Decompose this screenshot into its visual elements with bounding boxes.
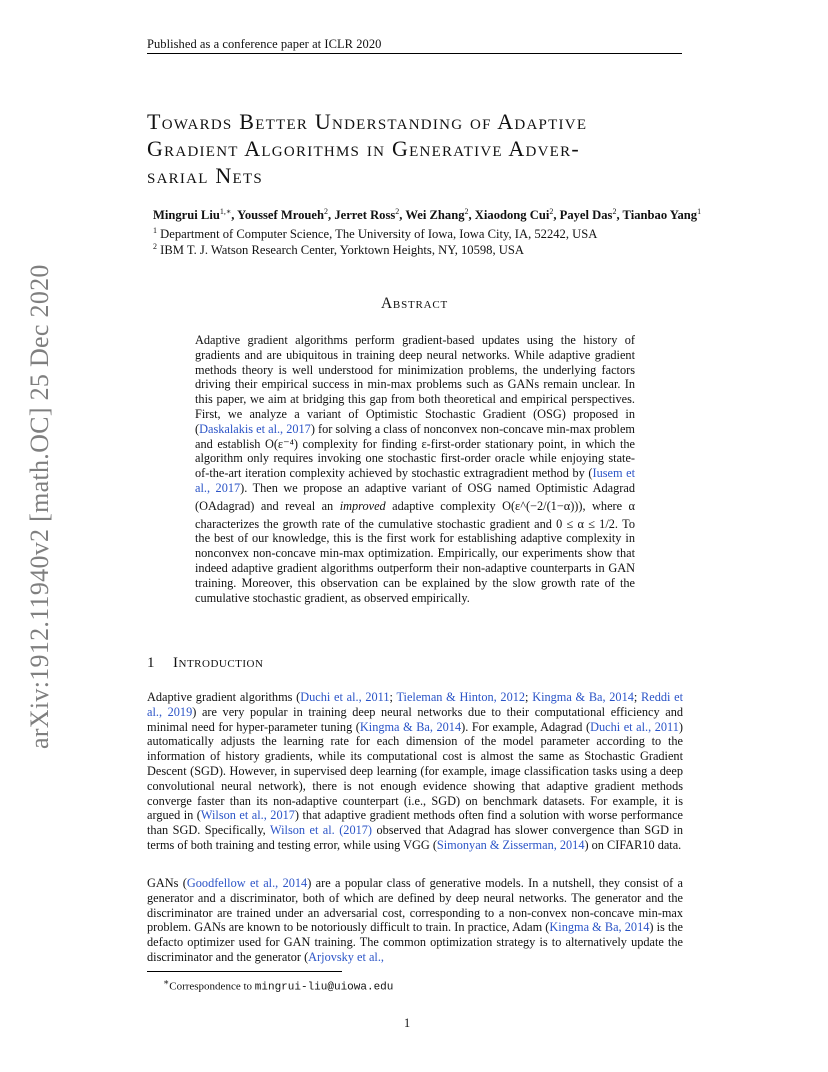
author: Wei Zhang	[405, 208, 465, 223]
affiliation-1	[153, 226, 597, 242]
abstract-text: ) for solving a class of nonconvex non-concave min-max problem and establish O(ε⁻⁴) complexity for finding ε-first-order stationary point, in which the algorithm only requires invoking one stochastic first-order oracle while enjoying state-of-the-art iteration complexity achieved by stochastic extragradient method by (	[195, 421, 635, 481]
title-line-3: sarial Nets	[147, 163, 263, 188]
abstract-text: , where α characterizes the growth rate of the cumulative stochastic gradient and 0 ≤ α ≤ 1/2. To the best of our knowledge, this is the first work for establishing adaptive complexity in nonconvex non-concave min-max optimization. Empirically, our experiments show that indeed adaptive gradient algorithms outperform their non-adaptive counterparts in GAN training. Moreover, this observation can be explained by the slow growth rate of the cumulative stochastic gradient, as observed empirically.	[195, 498, 635, 605]
abstract-heading: Abstract	[380, 295, 449, 312]
citation-link[interactable]: Tieleman & Hinton, 2012	[396, 690, 526, 704]
affiliation-text: IBM T. J. Watson Research Center, Yorktown Heights, NY, 10598, USA	[160, 243, 524, 258]
title-line-2: Gradient Algorithms in Generative Adver-	[147, 136, 580, 161]
author: Mingrui Liu	[153, 208, 220, 223]
section-heading	[147, 655, 263, 672]
affiliation-text: Department of Computer Science, The University of Iowa, Iowa City, IA, 52242, USA	[160, 227, 598, 242]
affiliation-2	[153, 242, 524, 258]
citation-link[interactable]: Simonyan & Zisserman, 2014	[436, 837, 585, 852]
author-sup: 2	[395, 207, 400, 216]
arxiv-stamp: arXiv:1912.11940v2 [math.OC] 25 Dec 2020	[25, 264, 54, 749]
citation-link[interactable]: Reddi et al., 2019	[147, 690, 684, 719]
footnote	[163, 977, 393, 994]
citation-link[interactable]: Kingma & Ba, 2014	[549, 920, 650, 935]
body-text: ) that adaptive gradient methods often find a solution with worse performance than SGD. Specifically,	[147, 808, 684, 838]
abstract-text: Adaptive gradient algorithms perform gradient-based updates using the history of gradients and are ubiquitous in training deep neural networks. While adaptive gradient methods theory is well understood for minimization problems, the underlying factors driving their empirical success in min-max problems such as GANs remain unclear. In this paper, we aim at bridging this gap from both theoretical and empirical perspectives. First, we analyze a variant of Optimistic Stochastic Gradient (OSG) proposed in (	[195, 333, 635, 436]
author: Tianbao Yang	[622, 208, 698, 223]
complexity-formula: O(ε^(−2/(1−α)))	[502, 498, 583, 513]
intro-paragraph-2	[147, 876, 683, 965]
author: Jerret Ross	[334, 208, 396, 223]
footnote-rule	[147, 971, 342, 972]
citation-link[interactable]: Wilson et al., 2017	[200, 808, 295, 823]
affiliation-sup: 1	[153, 226, 157, 235]
affiliation-sup: 2	[153, 242, 157, 251]
citation-link[interactable]: Kingma & Ba, 2014	[359, 719, 462, 734]
author-sup: 1,∗	[219, 207, 232, 216]
citation-link[interactable]: Duchi et al., 2011	[590, 719, 679, 734]
footnote-email[interactable]: mingrui-liu@uiowa.edu	[254, 981, 394, 994]
page-number: 1	[404, 1016, 411, 1030]
body-text: ) are a popular class of generative models. In a nutshell, they consist of a generator and a discriminator, both of which are defined by deep neural networks. The generator and the discriminator are trained under an adversarial cost, corresponding to a non-convex non-concave min-max problem. GANs are known to be notoriously difficult to train. In practice, Adam (	[147, 876, 683, 935]
footnote-mark: ∗	[163, 977, 170, 987]
body-text: Adaptive gradient algorithms (	[147, 690, 301, 704]
citation-link[interactable]: Goodfellow et al., 2014	[186, 876, 308, 890]
body-text: ;	[633, 690, 642, 704]
body-text: ) are very popular in training deep neural networks due to their computational efficiency and minimal need for hyper-parameter tuning (	[147, 704, 683, 734]
citation-link[interactable]: Arjovsky et al.,	[308, 949, 384, 964]
abstract-text: adaptive complexity	[385, 498, 503, 513]
body-text: ) on CIFAR10 data.	[584, 837, 682, 852]
body-text: ) automatically adjusts the learning rate for each dimension of the model parameter according to the information of history gradients, while its computational cost is almost the same as Stochastic Gradient Descent (SGD). However, in supervised deep learning (for example, image classification tasks using a deep convolutional neural network), there is not enough evidence showing that adaptive gradient methods converge faster than its non-adaptive counterpart (i.e., SGD) on benchmark datasets. For example, it is argued in (	[147, 719, 684, 823]
citation-link[interactable]: Duchi et al., 2011	[300, 690, 390, 704]
citation-link[interactable]: Kingma & Ba, 2014	[532, 690, 634, 704]
citation-link[interactable]: Daskalakis et al., 2017	[199, 421, 311, 436]
emphasis: improved	[339, 498, 386, 513]
footnote-text: Correspondence to	[169, 980, 255, 993]
body-text: GANs (	[147, 876, 187, 890]
body-text: ) is the defacto optimizer used for GAN training. The common optimization strategy is to alternatively update the discriminator and the generator (	[147, 920, 683, 964]
body-text: ;	[389, 690, 397, 704]
body-text: observed that Adagrad has slower convergence than SGD in terms of both training and testing error, while using VGG (	[147, 823, 683, 852]
abstract-body	[195, 333, 635, 605]
abstract-text: ). Then we propose an adaptive variant of OSG named Optimistic Adagrad (OAdagrad) and reveal an	[195, 480, 635, 513]
citation-link[interactable]: Iusem et al., 2017	[195, 466, 635, 495]
author: Youssef Mroueh	[237, 208, 325, 223]
citation-link[interactable]: Wilson et al. (2017)	[270, 823, 372, 838]
author-sup: 1	[697, 207, 702, 216]
author-sup: 2	[464, 207, 469, 216]
intro-paragraph-1	[147, 690, 683, 853]
paper-title	[147, 108, 687, 189]
title-line-1: Towards Better Understanding of Adaptive	[147, 109, 588, 134]
body-text: ). For example, Adagrad (	[461, 719, 591, 734]
author-sup: 2	[612, 207, 617, 216]
section-number: 1	[147, 655, 155, 671]
author: Payel Das	[559, 208, 613, 223]
body-text: ;	[525, 690, 533, 704]
author-sup: 2	[324, 207, 329, 216]
section-title: Introduction	[173, 655, 264, 671]
running-header: Published as a conference paper at ICLR 2020	[147, 37, 382, 51]
author-list: Mingrui Liu$^{1,∗}$, Youssef Mroueh$^2$, Jerret Ross$^2$, Wei Zhang$^2$, Xiaodong Cui$^2$, Payel Das$^2$, Tianbao Yang$^1$	[153, 207, 702, 223]
author-sup: 2	[549, 207, 554, 216]
author: Xiaodong Cui	[474, 208, 550, 223]
header-rule	[147, 53, 682, 54]
